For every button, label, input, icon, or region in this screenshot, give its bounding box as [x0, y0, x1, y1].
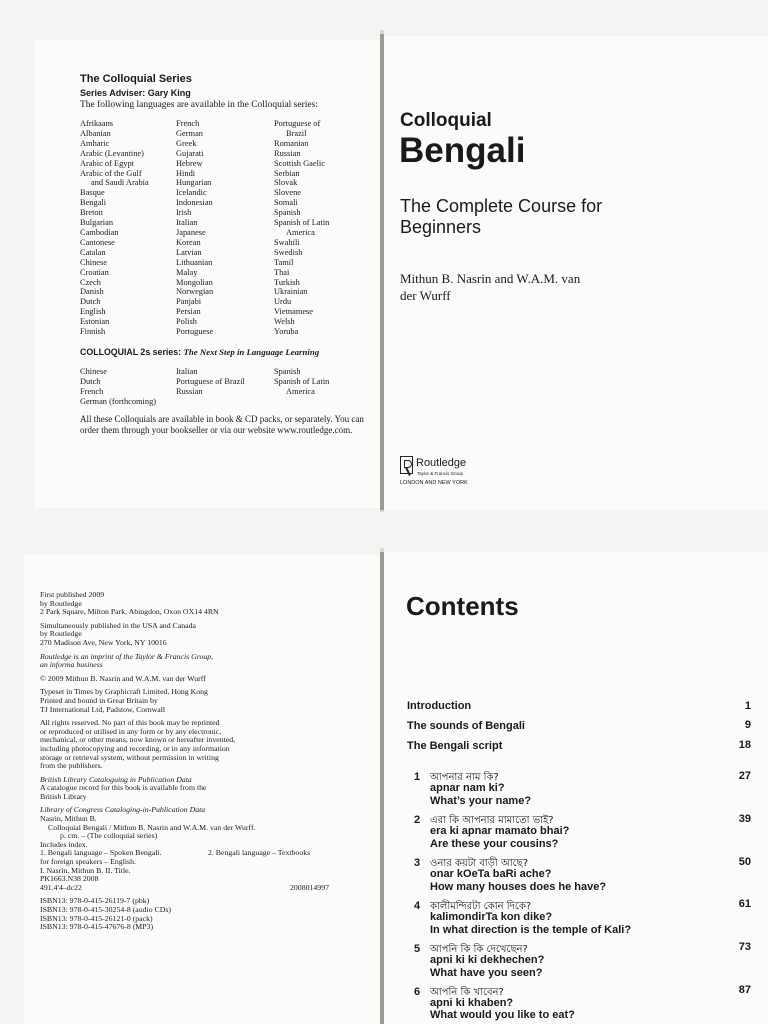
unit-bengali-title: কালীমন্দিরটা কোন দিকে?	[430, 901, 532, 912]
copyright-line: from the publishers.	[40, 761, 103, 771]
language-item: Russian	[176, 386, 203, 396]
language-item: Swahili	[274, 237, 300, 247]
language-item: Spanish of Latin	[274, 376, 330, 386]
language-item: Arabic of Egypt	[80, 158, 134, 168]
unit-number: 3	[414, 857, 421, 869]
unit-roman-title: era ki apnar mamato bhai?	[430, 825, 570, 837]
language-item: Romanian	[274, 138, 309, 148]
language-item: Scottish Gaelic	[274, 158, 325, 168]
unit-roman-title: apni ki khaben?	[430, 997, 514, 1009]
isbn-line: ISBN13: 978-0-415-30254-8 (audio CDs)	[40, 905, 172, 914]
language-item: Japanese	[176, 227, 206, 237]
language-item: Russian	[274, 148, 301, 158]
copyright-line: Typeset in Times by Graphicraft Limited, Hong Kong	[40, 687, 208, 697]
language-item: Danish	[80, 287, 104, 297]
copyright-line: 270 Madison Ave, New York, NY 10016	[40, 637, 167, 647]
copyright-line: Library of Congress Cataloging-in-Publication Data	[40, 805, 206, 815]
copyright-line: Includes index.	[40, 839, 88, 849]
language-item: Bulgarian	[80, 218, 114, 228]
language-item: Basque	[80, 188, 105, 198]
unit-bengali-title: আপনি কি কি দেখেছেন?	[430, 944, 528, 955]
copyright-line: I. Nasrin, Mithun B. II. Title.	[40, 865, 131, 875]
copyright-line: First published 2009	[40, 590, 105, 599]
language-item: Slovene	[274, 188, 301, 198]
book-spine-top	[380, 34, 384, 510]
publisher-name: Routledge	[416, 457, 467, 469]
unit-english-title: In what direction is the temple of Kali?	[430, 924, 632, 936]
toc-entry-page: 18	[738, 739, 751, 751]
copyright-line: Nasrin, Mithun B.	[40, 814, 97, 824]
series-adviser: Series Adviser: Gary King	[80, 88, 191, 98]
language-item: Catalan	[80, 247, 106, 257]
unit-bengali-title: আপনি কি খাবেন?	[430, 987, 504, 998]
copyright-line: or reproduced or utilised in any form or by any electronic,	[40, 726, 222, 736]
copyright-block	[40, 591, 360, 932]
book-title: Bengali	[399, 131, 526, 170]
language-item: Thai	[274, 267, 290, 277]
publisher-location: LONDON AND NEW YORK	[400, 480, 468, 486]
copyright-line: TJ International Ltd, Padstow, Cornwall	[40, 704, 166, 714]
series-footer-note: All these Colloquials are available in book & CD packs, or separately. You can order them through your bookseller or via our website www.routledge.com.	[80, 414, 364, 435]
language-item: Finnish	[80, 327, 106, 337]
language-item: Chinese	[80, 257, 107, 267]
language-item: Somali	[274, 198, 298, 208]
language-item: Swedish	[274, 247, 303, 257]
language-item: Serbian	[274, 168, 300, 178]
language-item: French	[80, 386, 104, 396]
language-item: Malay	[176, 267, 198, 277]
publisher-tagline: Taylor & Francis Group	[417, 471, 464, 476]
language-item: Urdu	[274, 297, 292, 307]
copyright-line: storage or retrieval system, without permission in writing	[40, 752, 219, 762]
language-item: English	[80, 307, 106, 317]
series2-column-2	[176, 367, 245, 397]
language-item: Hungarian	[176, 178, 212, 188]
language-item: Panjabi	[176, 297, 202, 307]
unit-number: 2	[414, 814, 421, 826]
isbn-line: ISBN13: 978-0-415-26121-0 (pack)	[40, 913, 153, 923]
language-item: Chinese	[80, 367, 107, 376]
copyright-line: Simultaneously published in the USA and Canada	[40, 620, 196, 630]
unit-roman-title: apni ki ki dekhechen?	[430, 954, 545, 966]
language-item: German	[176, 128, 203, 138]
series-intro: The following languages are available in the Colloquial series:	[80, 100, 318, 110]
language-item: Cantonese	[80, 237, 115, 247]
unit-bengali-title: আপনার নাম কি?	[430, 772, 499, 783]
series2-column-1	[80, 367, 156, 407]
unit-page: 50	[738, 856, 751, 868]
copyright-line: All rights reserved. No part of this book may be reprinted	[40, 718, 220, 728]
book-series-name: Colloquial	[400, 110, 492, 131]
copyright-line: Routledge is an imprint of the Taylor & Francis Group,	[40, 651, 214, 661]
book-subtitle: The Complete Course for Beginners	[400, 196, 603, 237]
copyright-line: © 2009 Mithun B. Nasrin and W.A.M. van der Wurff	[40, 673, 206, 683]
toc-entry-page: 1	[744, 700, 751, 712]
unit-bengali-title: এরা কি আপনার মামাতো ভাই?	[430, 815, 554, 826]
language-item: Breton	[80, 208, 103, 218]
language-item: America	[286, 227, 315, 237]
language-item: Mongolian	[176, 277, 213, 287]
series-title: The Colloquial Series	[80, 73, 192, 85]
copyright-line: British Library Cataloguing in Publication Data	[40, 774, 192, 784]
language-item: Welsh	[274, 317, 295, 327]
unit-page: 73	[738, 941, 751, 953]
copyright-line: A catalogue record for this book is available from the	[40, 783, 207, 793]
language-item: Latvian	[176, 247, 202, 257]
copyright-line: British Library	[40, 791, 87, 801]
unit-page: 27	[738, 770, 751, 782]
copyright-line: mechanical, or other means, now known or hereafter invented,	[40, 735, 236, 745]
language-item: Amharic	[80, 138, 110, 148]
language-item: Estonian	[80, 317, 110, 327]
language-item: Slovak	[274, 178, 298, 188]
language-item: Portuguese of	[274, 119, 321, 128]
copyright-line: p. cm. – (The colloquial series)	[60, 831, 158, 841]
language-item: Portuguese of Brazil	[176, 376, 245, 386]
unit-roman-title: kalimondirTa kon dike?	[430, 911, 553, 923]
unit-page: 39	[738, 813, 751, 825]
language-item: Lithuanian	[176, 257, 213, 267]
language-item: Indonesian	[176, 198, 213, 208]
language-item: Brazil	[286, 128, 307, 138]
copyright-line: PK1663.N38 2008	[40, 874, 99, 884]
routledge-logo-icon	[400, 456, 414, 478]
language-item: Italian	[176, 218, 198, 228]
language-item: Spanish	[274, 208, 301, 218]
copyright-line: 1. Bengali language – Spoken Bengali. 2. Bengali language – Textbooks	[40, 848, 311, 858]
isbn-line: ISBN13: 978-0-415-26119-7 (pbk)	[40, 896, 150, 906]
series2-heading	[80, 347, 319, 357]
copyright-line: 491.4'4–dc22 2008014997	[40, 882, 329, 892]
language-item: Irish	[176, 208, 192, 218]
unit-english-title: What would you like to eat?	[430, 1009, 575, 1021]
language-item: Czech	[80, 277, 101, 287]
isbn-line: ISBN13: 978-0-415-47676-8 (MP3)	[40, 922, 154, 932]
language-item: Albanian	[80, 128, 111, 138]
unit-number: 4	[414, 900, 421, 912]
language-item: Hebrew	[176, 158, 203, 168]
language-item: Icelandic	[176, 188, 207, 198]
unit-number: 5	[414, 943, 421, 955]
toc-entry-page: 9	[744, 719, 751, 731]
language-item: Croatian	[80, 267, 109, 277]
language-item: Gujarati	[176, 148, 204, 158]
copyright-line: for foreign speakers – English.	[40, 857, 136, 867]
unit-page: 61	[738, 898, 751, 910]
language-item: Polish	[176, 317, 197, 327]
language-item: Yoruba	[274, 327, 299, 337]
language-item: Dutch	[80, 376, 101, 386]
language-item: German (forthcoming)	[80, 396, 157, 406]
unit-number: 6	[414, 986, 421, 998]
series2-label: COLLOQUIAL 2s series:	[80, 347, 182, 357]
copyright-line: 2 Park Square, Milton Park, Abingdon, Oxon OX14 4RN	[40, 607, 219, 617]
book-authors: Mithun B. Nasrin and W.A.M. van der Wurff	[400, 271, 581, 303]
series2-column-3	[274, 367, 329, 397]
language-item: Italian	[176, 367, 198, 376]
unit-page: 87	[738, 984, 751, 996]
language-item: Hindi	[176, 168, 196, 178]
language-item: Vietnamese	[274, 307, 314, 317]
language-item: Afrikaans	[80, 119, 114, 128]
language-item: Greek	[176, 138, 197, 148]
language-item: Korean	[176, 237, 201, 247]
unit-english-title: How many houses does he have?	[430, 881, 607, 893]
unit-bengali-title: ওনার কয়টা বাড়ী আছে?	[430, 858, 529, 869]
copyright-line: an informa business	[40, 660, 103, 670]
unit-english-title: What have you seen?	[430, 967, 543, 979]
language-item: Persian	[176, 307, 201, 317]
unit-english-title: Are these your cousins?	[430, 838, 559, 850]
series2-title: The Next Step in Language Learning	[183, 347, 320, 357]
unit-roman-title: onar kOeTa baRi ache?	[430, 868, 552, 880]
language-item: Turkish	[274, 277, 300, 287]
language-item: French	[176, 119, 200, 128]
language-item: Spanish of Latin	[274, 218, 330, 228]
language-item: America	[286, 386, 315, 396]
toc-entry-label: Introduction	[407, 700, 472, 712]
language-item: Bengali	[80, 198, 107, 208]
unit-english-title: What’s your name?	[430, 795, 532, 807]
language-item: Portuguese	[176, 327, 214, 337]
language-item: and Saudi Arabia	[91, 178, 149, 188]
language-item: Arabic of the Gulf	[80, 168, 142, 178]
toc-entry-label: The sounds of Bengali	[407, 720, 525, 732]
unit-number: 1	[414, 771, 421, 783]
contents-title: Contents	[406, 591, 519, 621]
language-column-1	[80, 119, 149, 337]
copyright-line: Printed and bound in Great Britain by	[40, 695, 158, 705]
copyright-line: Colloquial Bengali / Mithun B. Nasrin and W.A.M. van der Wurff.	[48, 822, 256, 832]
language-item: Tamil	[274, 257, 294, 267]
language-item: Dutch	[80, 297, 101, 307]
book-spine-bottom	[380, 552, 384, 1024]
language-item: Spanish	[274, 367, 301, 376]
copyright-line: by Routledge	[40, 598, 82, 608]
copyright-line: by Routledge	[40, 629, 82, 639]
language-item: Arabic (Levantine)	[80, 148, 144, 158]
copyright-line: including photocopying and recording, or in any information	[40, 743, 230, 753]
language-column-3	[274, 119, 329, 337]
language-item: Cambodian	[80, 227, 119, 237]
language-item: Ukrainian	[274, 287, 308, 297]
language-column-2	[176, 119, 213, 337]
unit-roman-title: apnar nam ki?	[430, 782, 505, 794]
toc-entry-label: The Bengali script	[407, 740, 503, 752]
language-item: Norwegian	[176, 287, 214, 297]
